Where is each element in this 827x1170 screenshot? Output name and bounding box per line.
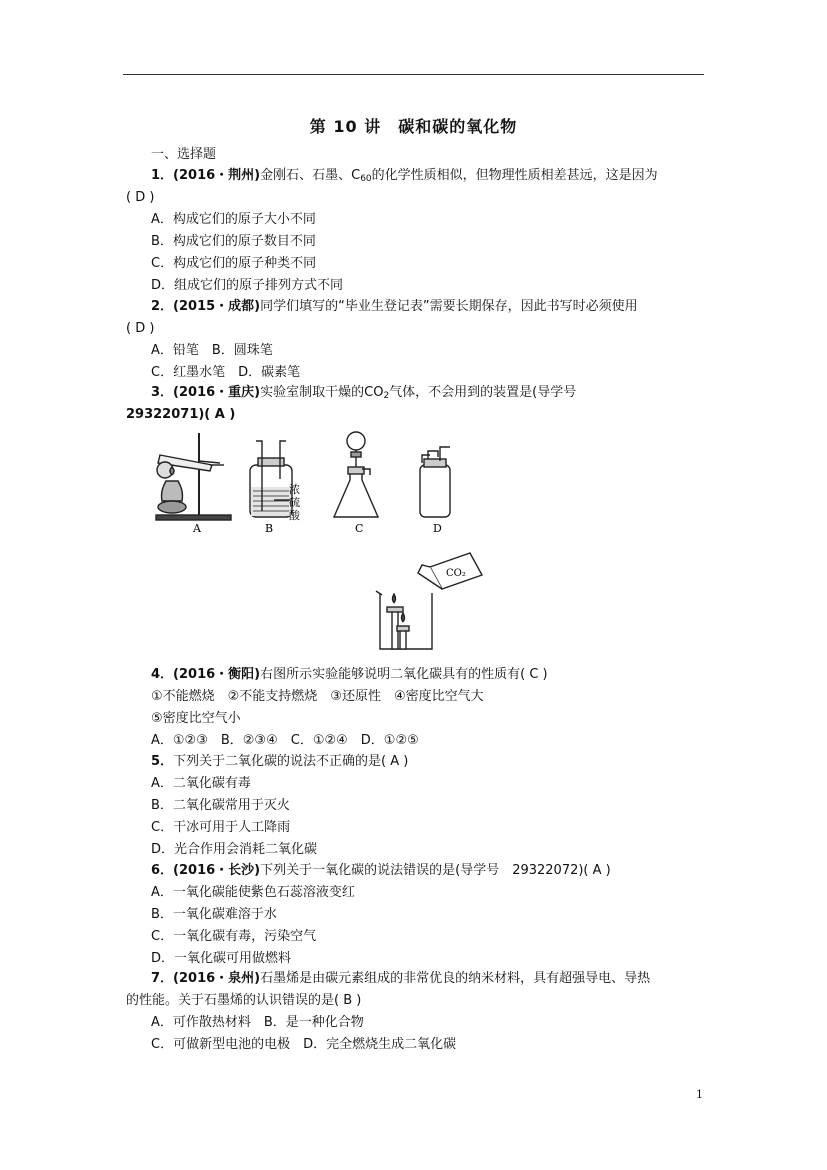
label-C: C [355,522,364,535]
label-A: A [193,522,201,535]
apparatus-figure [150,425,470,537]
question-3-line-2: 29322071)( A ) [126,407,236,422]
question-2 [151,298,638,316]
question-1-text-b: 的化学性质相似，但物理性质相差甚远，这是因为 [371,168,658,183]
option-row: C．可做新型电池的电极 D．完全燃烧生成二氧化碳 [151,1037,457,1052]
option: B．二氧化碳常用于灭火 [151,798,290,813]
question-7 [151,970,650,988]
question-5 [151,753,408,771]
question-1-text-a: 金刚石、石墨、C [260,168,361,183]
question-1-source: 1．(2016・荆州) [151,168,261,183]
page-title: 第 10 讲 碳和碳的氧化物 [309,117,518,136]
option: D．一氧化碳可用做燃料 [151,951,292,966]
question-7-text: 石墨烯是由碳元素组成的非常优良的纳米材料，具有超强导电、导热 [260,971,651,986]
question-2-source: 2．(2015・成都) [151,299,261,314]
header-rule [123,74,704,75]
question-2-text: 同学们填写的“毕业生登记表”需要长期保存，因此书写时必须使用 [260,299,638,314]
label-D: D [433,522,442,535]
question-4-text: 右图所示实验能够说明二氧化碳具有的性质有( C ) [260,667,548,682]
option: D．光合作用会消耗二氧化碳 [151,842,318,857]
stand-base [156,515,231,520]
co2-bottle-label: CO₂ [446,568,466,579]
question-2-answer: ( D ) [126,321,155,336]
option: B．构成它们的原子数目不同 [151,234,316,249]
question-1-answer: ( D ) [126,190,155,205]
acid-label-1: 浓 [289,483,300,496]
question-4 [151,666,548,684]
option-row: A．可作散热材料 B．是一种化合物 [151,1015,364,1030]
acid-label-3: 酸 [289,509,300,522]
question-6-source: 6．(2016・长沙) [151,863,261,878]
option: B．一氧化碳难溶于水 [151,907,277,922]
question-3-text-a: 实验室制取干燥的CO [260,385,384,400]
option: C．干冰可用于人工降雨 [151,820,291,835]
question-3-subscript: 2 [383,391,390,401]
option: A．构成它们的原子大小不同 [151,212,316,227]
option-row: A．铅笔 B．圆珠笔 [151,343,273,358]
page-number: 1 [696,1088,703,1101]
question-6-text: 下列关于一氧化碳的说法错误的是(导学号 29322072)( A ) [260,863,611,878]
question-5-number: 5． [151,754,174,769]
question-4-source: 4．(2016・衡阳) [151,667,261,682]
option: A．一氧化碳能使紫色石蕊溶液变红 [151,885,355,900]
option-row: A．①②③ B．②③④ C．①②④ D．①②⑤ [151,733,419,748]
question-4-items-2: ⑤密度比空气小 [151,711,241,726]
question-3-source: 3．(2016・重庆) [151,385,261,400]
question-5-text: 下列关于二氧化碳的说法不正确的是( A ) [173,754,409,769]
question-1-subscript: 60 [360,174,372,184]
question-7-line-2: 的性能。关于石墨烯的认识错误的是( B ) [126,993,362,1008]
option: D．组成它们的原子排列方式不同 [151,278,344,293]
option: C．一氧化碳有毒，污染空气 [151,929,317,944]
acid-label-2: 硫 [289,496,300,509]
question-1 [151,167,658,185]
question-7-source: 7．(2016・泉州) [151,971,261,986]
option-row: C．红墨水笔 D．碳素笔 [151,365,301,380]
option: A．二氧化碳有毒 [151,776,251,791]
option: C．构成它们的原子种类不同 [151,256,317,271]
co2-beaker-figure [370,545,485,655]
section-heading: 一、选择题 [151,147,217,162]
question-3-text-b: 气体，不会用到的装置是(导学号 [389,385,577,400]
question-4-items-1: ①不能燃烧 ②不能支持燃烧 ③还原性 ④密度比空气大 [151,689,484,704]
question-6 [151,862,611,880]
question-3 [151,384,576,402]
label-B: B [265,522,274,535]
